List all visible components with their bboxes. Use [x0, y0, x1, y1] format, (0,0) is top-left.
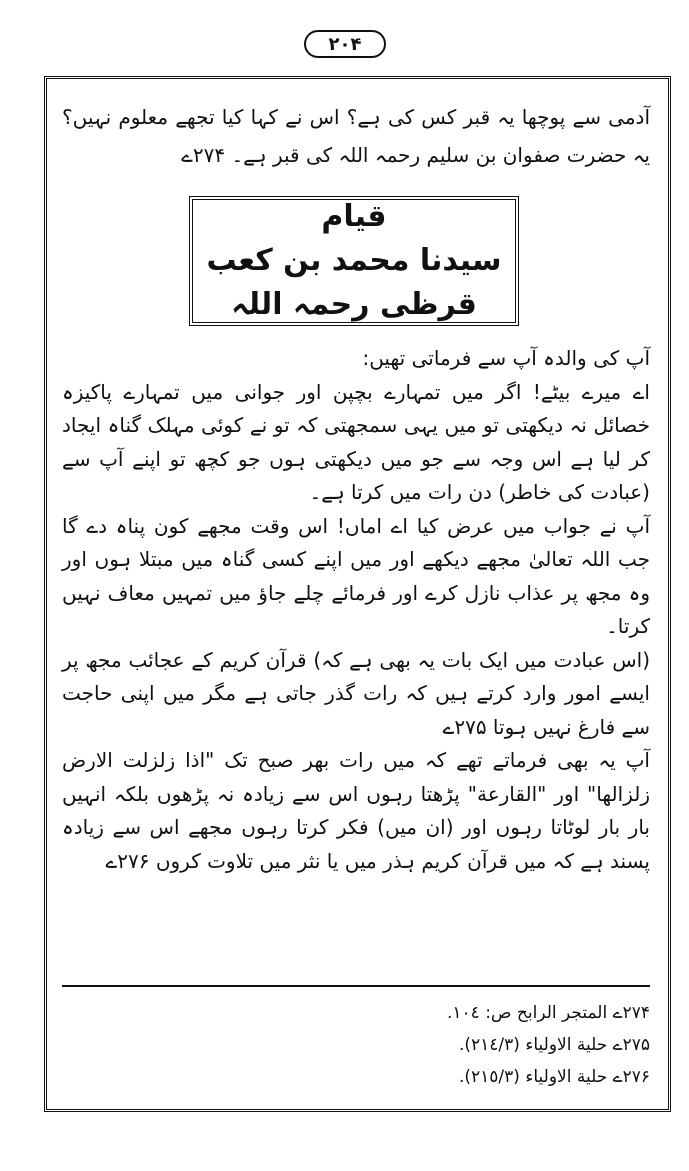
page-number: ۲۰۴ — [304, 30, 386, 58]
paragraph: آپ نے جواب میں عرض کیا اے اماں! اس وقت مجھے کون پناہ دے گا جب اللہ تعالیٰ مجھے دیکھے اور میں اپنے کسی گناہ میں مبتلا ہوں اور وہ مجھ پر عذاب نازل کرے اور فرمائے چلے جاؤ میں تمہیں معاف نہیں کرتا۔ — [62, 513, 650, 638]
section-title-box — [189, 196, 519, 326]
paragraph: (اس عبادت میں ایک بات یہ بھی ہے کہ) قرآن کریم کے عجائب مجھ پر ایسے امور وارد کرتے ہیں کہ رات گذر جاتی ہے مگر میں اپنی حاجت سے فارغ نہیں ہوتا ۲۷۵ے — [62, 647, 650, 739]
paragraph: اے میرے بیٹے! اگر میں تمہارے بچپن اور جوانی میں تمہارے پاکیزہ خصائل نہ دیکھتی تو میں یہی سمجھتی کہ تو نے کوئی مہلک گناہ ایجاد کر لیا ہے اس وجہ سے جو میں دیکھتی ہوں جو کچھ تو اپنے آپ سے (عبادت کی خاطر) دن رات میں کرتا ہے۔ — [62, 379, 650, 504]
section-title: قیام — [321, 199, 387, 234]
paragraph: آپ یہ بھی فرماتے تھے کہ میں رات بھر صبح تک "اذا زلزلت الارض زلزالھا" اور "القارعة" پڑھتا رہوں اس سے زیادہ نہ پڑھوں بلکہ انہیں بار بار لوٹاتا رہوں اور (ان میں) فکر کرتا رہوں مجھے اس سے زیادہ پسند ہے کہ میں قرآن کریم ہذر میں یا نثر میں تلاوت کروں ۲۷۶ے — [62, 748, 650, 873]
section-subtitle: سیدنا محمد بن کعب قرظی رحمہ اللہ — [206, 243, 502, 322]
footnote-276: ۲۷۶ے حلیة الاولیاء (٢١٥/٣). — [458, 1067, 650, 1087]
intro-paragraph: آدمی سے پوچھا یہ قبر کس کی ہے؟ اس نے کہا کیا تجھے معلوم نہیں؟ یہ حضرت صفوان بن سلیم رحمہ اللہ کی قبر ہے۔ ۲۷۴ے — [62, 105, 650, 167]
footnote-divider — [62, 985, 650, 987]
footnote-275: ۲۷۵ے حلیة الاولیاء (٢١٤/٣). — [458, 1035, 650, 1055]
footnote-274: ۲۷۴ے المتجر الرابح ص: ١٠٤. — [446, 1003, 650, 1023]
footnotes — [300, 997, 650, 1093]
body-text — [62, 342, 650, 878]
paragraph: آپ کی والدہ آپ سے فرماتی تھیں: — [362, 346, 650, 370]
